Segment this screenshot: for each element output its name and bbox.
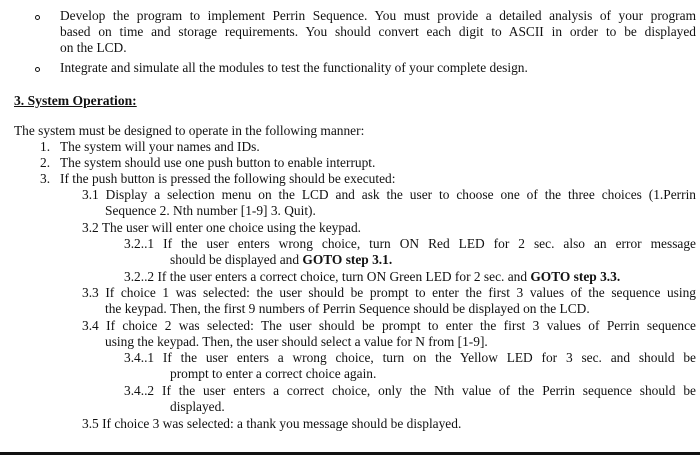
bullet-marker (35, 67, 40, 72)
list-item-text: If the push button is pressed the following should be executed: (60, 171, 396, 186)
list-item-text: The system should use one push button to enable interrupt. (60, 155, 376, 170)
step-3-3-line-2: the keypad. Then, the first 9 numbers of Perrin Sequence should be displayed on the LCD. (105, 301, 590, 316)
bullet-1-line-2: based on time and storage requirements. You should convert each digit to ASCII in order to be displayed (60, 24, 696, 39)
bottom-divider (0, 452, 700, 455)
step-3-2-1-line-2-text: should be displayed and (170, 252, 303, 267)
bullet-marker (35, 15, 40, 20)
step-3-1-line-1: 3.1 Display a selection menu on the LCD and ask the user to choose one of the three choices (1.Perrin (82, 187, 696, 202)
step-3-1-line-2: Sequence 2. Nth number [1-9] 3. Quit). (105, 203, 316, 218)
step-3-4-1-line-1: 3.4..1 If the user enters a wrong choice, turn on the Yellow LED for 3 sec. and should be (124, 350, 696, 365)
step-3-5: 3.5 If choice 3 was selected: a thank you message should be displayed. (82, 416, 462, 431)
step-3-2-1-line-1: 3.2..1 If the user enters wrong choice, turn ON Red LED for 2 sec. also an error message (124, 236, 696, 251)
step-3-2-1-line-2 (170, 252, 694, 268)
list-item-number: 2. (40, 155, 51, 170)
section-intro: The system must be designed to operate in the following manner: (14, 123, 365, 138)
step-3-3-line-1: 3.3 If choice 1 was selected: the user should be prompt to enter the first 3 values of the sequence using (82, 285, 696, 300)
list-item-number: 3. (40, 171, 51, 186)
bullet-1-line-3: on the LCD. (60, 40, 127, 55)
step-3-4-1-line-2: prompt to enter a correct choice again. (170, 366, 377, 381)
step-3-4-line-2: using the keypad. Then, the user should select a value for N from [1-9]. (105, 334, 488, 349)
bullet-1-line-1: Develop the program to implement Perrin Sequence. You must provide a detailed analysis of your program (60, 8, 696, 23)
goto-step-3-1: GOTO step 3.1. (302, 252, 393, 267)
step-3-2-2 (124, 269, 694, 285)
list-item-text: The system will your names and IDs. (60, 139, 260, 154)
bullet-2-line-1: Integrate and simulate all the modules to test the functionality of your complete design. (60, 60, 528, 75)
step-3-2-2-text: 3.2..2 If the user enters a correct choice, turn ON Green LED for 2 sec. and (124, 269, 531, 284)
step-3-4-2-line-1: 3.4..2 If the user enters a correct choice, only the Nth value of the Perrin sequence should be (124, 383, 696, 398)
list-item-number: 1. (40, 139, 51, 154)
step-3-4-line-1: 3.4 If choice 2 was selected: The user should be prompt to enter the first 3 values of Perrin sequence (82, 318, 696, 333)
step-3-2: 3.2 The user will enter one choice using the keypad. (82, 220, 362, 235)
step-3-4-2-line-2: displayed. (170, 399, 225, 414)
section-heading: 3. System Operation: (14, 93, 137, 108)
goto-step-3-3: GOTO step 3.3. (530, 269, 621, 284)
